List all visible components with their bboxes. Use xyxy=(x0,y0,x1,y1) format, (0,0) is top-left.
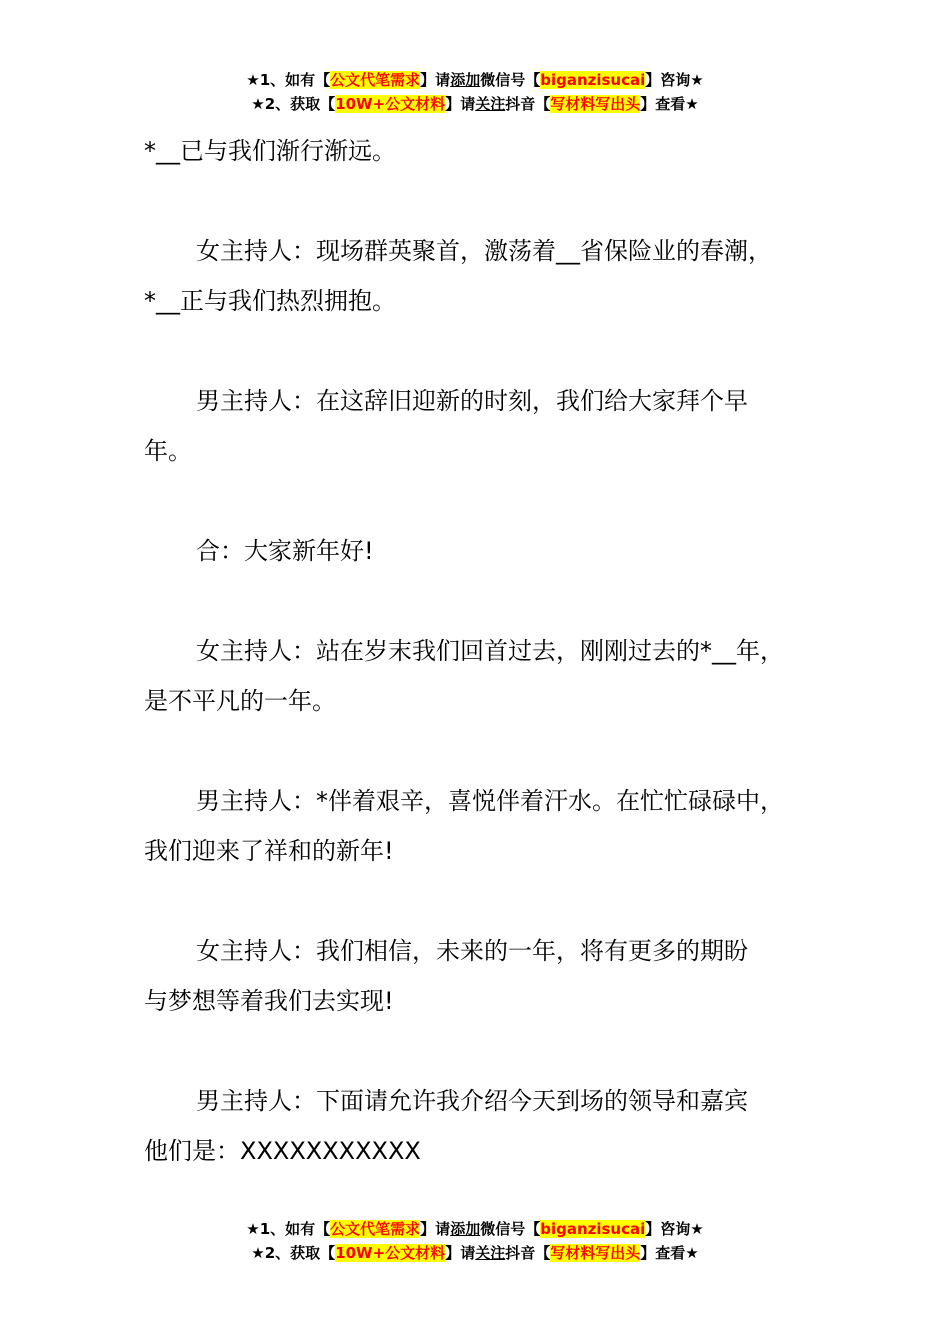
document-body xyxy=(144,126,834,1226)
banner-underlined: 关注 xyxy=(475,1244,506,1262)
banner-text: ★1、如有【 xyxy=(246,1220,331,1238)
banner-underlined: 添加 xyxy=(450,1220,481,1238)
paragraph xyxy=(144,226,834,326)
banner-highlight: biganzisucai xyxy=(540,71,646,89)
banner-line-2 xyxy=(0,1241,950,1265)
paragraph xyxy=(144,1076,834,1176)
banner-text: 微信号【 xyxy=(480,71,541,89)
paragraph-line: 男主持人：*伴着艰辛，喜悦伴着汗水。在忙忙碌碌中， xyxy=(196,787,784,815)
banner-highlight: 公文代笔需求 xyxy=(330,71,421,89)
paragraph-line: 年。 xyxy=(144,437,192,465)
banner-text: 】咨询★ xyxy=(645,71,704,89)
banner-text: ★1、如有【 xyxy=(246,71,331,89)
paragraph xyxy=(144,776,834,876)
banner-text: ★2、获取【 xyxy=(251,95,336,113)
paragraph-line: 是不平凡的一年。 xyxy=(144,687,336,715)
footer-banner xyxy=(0,1217,950,1265)
banner-text: 】咨询★ xyxy=(645,1220,704,1238)
paragraph-line: 女主持人：现场群英聚首，激荡着__省保险业的春潮， xyxy=(196,237,772,265)
banner-text: ★2、获取【 xyxy=(251,1244,336,1262)
banner-highlight: 写材料写出头 xyxy=(550,1244,641,1262)
banner-line-1 xyxy=(0,68,950,92)
banner-highlight: 公文代笔需求 xyxy=(330,1220,421,1238)
banner-highlight: 10W+公文材料 xyxy=(335,95,446,113)
banner-underlined: 关注 xyxy=(475,95,506,113)
paragraph-line: 女主持人：站在岁末我们回首过去，刚刚过去的*__年， xyxy=(196,637,784,665)
paragraph-line: 他们是：XXXXXXXXXXX xyxy=(144,1137,421,1165)
banner-text: 】请 xyxy=(445,95,476,113)
banner-highlight: biganzisucai xyxy=(540,1220,646,1238)
banner-highlight: 10W+公文材料 xyxy=(335,1244,446,1262)
paragraph-line: 男主持人：下面请允许我介绍今天到场的领导和嘉宾 xyxy=(196,1087,748,1115)
paragraph-line: 合：大家新年好! xyxy=(196,537,374,565)
paragraph-line: *__正与我们热烈拥抱。 xyxy=(144,287,396,315)
banner-text: 抖音【 xyxy=(505,95,551,113)
paragraph-line: 男主持人：在这辞旧迎新的时刻，我们给大家拜个早 xyxy=(196,387,748,415)
banner-text: 】查看★ xyxy=(640,1244,699,1262)
banner-highlight: 写材料写出头 xyxy=(550,95,641,113)
banner-line-1 xyxy=(0,1217,950,1241)
paragraph xyxy=(144,626,834,726)
banner-line-2 xyxy=(0,92,950,116)
banner-text: 】请 xyxy=(420,71,451,89)
paragraph-line: 我们迎来了祥和的新年! xyxy=(144,837,394,865)
paragraph-line: *__已与我们渐行渐远。 xyxy=(144,137,396,165)
banner-underlined: 添加 xyxy=(450,71,481,89)
paragraph-line: 与梦想等着我们去实现! xyxy=(144,987,394,1015)
banner-text: 】请 xyxy=(420,1220,451,1238)
banner-text: 抖音【 xyxy=(505,1244,551,1262)
header-banner xyxy=(0,68,950,116)
paragraph xyxy=(144,126,834,176)
paragraph xyxy=(144,926,834,1026)
banner-text: 】请 xyxy=(445,1244,476,1262)
banner-text: 微信号【 xyxy=(480,1220,541,1238)
paragraph xyxy=(144,526,834,576)
banner-text: 】查看★ xyxy=(640,95,699,113)
paragraph-line: 女主持人：我们相信，未来的一年，将有更多的期盼 xyxy=(196,937,748,965)
paragraph xyxy=(144,376,834,476)
